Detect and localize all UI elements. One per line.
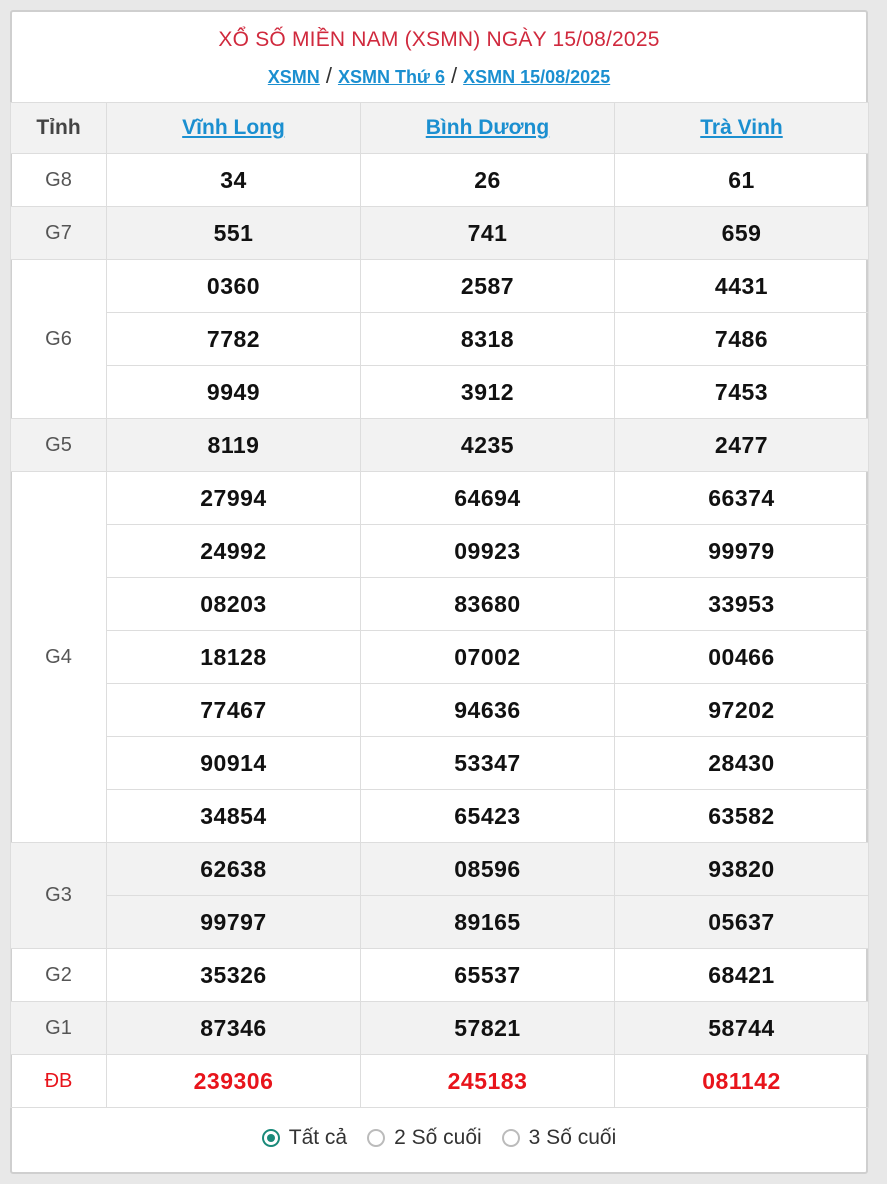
winning-number: 7486 bbox=[615, 313, 869, 366]
table-row bbox=[11, 843, 869, 896]
winning-number: 28430 bbox=[615, 737, 869, 790]
table-row bbox=[11, 154, 869, 207]
table-row bbox=[11, 949, 869, 1002]
table-row bbox=[11, 684, 869, 737]
winning-number: 08596 bbox=[361, 843, 615, 896]
winning-number: 89165 bbox=[361, 896, 615, 949]
winning-number: 64694 bbox=[361, 472, 615, 525]
filter-label: 2 Số cuối bbox=[394, 1126, 482, 1149]
winning-number: 66374 bbox=[615, 472, 869, 525]
winning-number: 239306 bbox=[107, 1055, 361, 1108]
winning-number: 94636 bbox=[361, 684, 615, 737]
winning-number: 7453 bbox=[615, 366, 869, 419]
winning-number: 659 bbox=[615, 207, 869, 260]
winning-number: 08203 bbox=[107, 578, 361, 631]
table-row bbox=[11, 1055, 869, 1108]
winning-number: 2477 bbox=[615, 419, 869, 472]
winning-number: 00466 bbox=[615, 631, 869, 684]
results-table bbox=[10, 102, 869, 1108]
table-row bbox=[11, 419, 869, 472]
prize-label: G2 bbox=[11, 949, 107, 1002]
radio-unselected-icon[interactable] bbox=[367, 1129, 385, 1147]
winning-number: 83680 bbox=[361, 578, 615, 631]
winning-number: 0360 bbox=[107, 260, 361, 313]
table-row bbox=[11, 366, 869, 419]
winning-number: 57821 bbox=[361, 1002, 615, 1055]
winning-number: 99797 bbox=[107, 896, 361, 949]
winning-number: 245183 bbox=[361, 1055, 615, 1108]
province-link-vinh-long[interactable]: Vĩnh Long bbox=[182, 116, 285, 139]
page-title: XỔ SỐ MIỀN NAM (XSMN) NGÀY 15/08/2025 bbox=[218, 28, 660, 51]
prize-label: G4 bbox=[11, 472, 107, 843]
prize-label: ĐB bbox=[11, 1055, 107, 1108]
table-row bbox=[11, 207, 869, 260]
filter-option-last-2[interactable] bbox=[367, 1126, 482, 1150]
winning-number: 34854 bbox=[107, 790, 361, 843]
winning-number: 551 bbox=[107, 207, 361, 260]
radio-selected-icon[interactable] bbox=[262, 1129, 280, 1147]
table-row bbox=[11, 472, 869, 525]
breadcrumb-xsmn[interactable]: XSMN bbox=[267, 67, 320, 87]
province-header-binh-duong bbox=[361, 103, 615, 154]
province-link-binh-duong[interactable]: Bình Dương bbox=[425, 116, 550, 139]
winning-number: 93820 bbox=[615, 843, 869, 896]
winning-number: 33953 bbox=[615, 578, 869, 631]
winning-number: 97202 bbox=[615, 684, 869, 737]
winning-number: 34 bbox=[107, 154, 361, 207]
prize-label: G6 bbox=[11, 260, 107, 419]
table-header-row bbox=[11, 103, 869, 154]
winning-number: 4235 bbox=[361, 419, 615, 472]
winning-number: 24992 bbox=[107, 525, 361, 578]
prize-label: G7 bbox=[11, 207, 107, 260]
winning-number: 58744 bbox=[615, 1002, 869, 1055]
province-header-vinh-long bbox=[107, 103, 361, 154]
breadcrumb bbox=[12, 64, 866, 89]
winning-number: 8119 bbox=[107, 419, 361, 472]
filter-option-all[interactable] bbox=[262, 1126, 347, 1150]
winning-number: 99979 bbox=[615, 525, 869, 578]
winning-number: 77467 bbox=[107, 684, 361, 737]
winning-number: 09923 bbox=[361, 525, 615, 578]
winning-number: 53347 bbox=[361, 737, 615, 790]
winning-number: 26 bbox=[361, 154, 615, 207]
table-row bbox=[11, 578, 869, 631]
results-header bbox=[12, 12, 866, 102]
table-row bbox=[11, 790, 869, 843]
prize-label: G3 bbox=[11, 843, 107, 949]
filter-label: Tất cả bbox=[288, 1126, 348, 1149]
winning-number: 87346 bbox=[107, 1002, 361, 1055]
prize-label: G1 bbox=[11, 1002, 107, 1055]
table-row bbox=[11, 896, 869, 949]
winning-number: 8318 bbox=[361, 313, 615, 366]
winning-number: 7782 bbox=[107, 313, 361, 366]
winning-number: 4431 bbox=[615, 260, 869, 313]
filter-option-last-3[interactable] bbox=[502, 1126, 617, 1150]
prize-label: G8 bbox=[11, 154, 107, 207]
table-row bbox=[11, 313, 869, 366]
breadcrumb-xsmn-thu-6[interactable]: XSMN Thứ 6 bbox=[337, 67, 445, 87]
winning-number: 07002 bbox=[361, 631, 615, 684]
winning-number: 2587 bbox=[361, 260, 615, 313]
table-row bbox=[11, 1002, 869, 1055]
winning-number: 90914 bbox=[107, 737, 361, 790]
winning-number: 61 bbox=[615, 154, 869, 207]
winning-number: 05637 bbox=[615, 896, 869, 949]
winning-number: 741 bbox=[361, 207, 615, 260]
breadcrumb-xsmn-date[interactable]: XSMN 15/08/2025 bbox=[463, 67, 611, 87]
winning-number: 3912 bbox=[361, 366, 615, 419]
filter-label: 3 Số cuối bbox=[528, 1126, 617, 1149]
digit-filter bbox=[12, 1108, 866, 1168]
winning-number: 27994 bbox=[107, 472, 361, 525]
winning-number: 35326 bbox=[107, 949, 361, 1002]
winning-number: 65423 bbox=[361, 790, 615, 843]
winning-number: 18128 bbox=[107, 631, 361, 684]
table-row bbox=[11, 737, 869, 790]
winning-number: 63582 bbox=[615, 790, 869, 843]
province-link-tra-vinh[interactable]: Trà Vinh bbox=[700, 116, 783, 139]
winning-number: 081142 bbox=[615, 1055, 869, 1108]
table-row bbox=[11, 525, 869, 578]
winning-number: 65537 bbox=[361, 949, 615, 1002]
table-row bbox=[11, 260, 869, 313]
results-card bbox=[10, 10, 868, 1174]
province-column-header: Tỉnh bbox=[11, 103, 107, 154]
table-row bbox=[11, 631, 869, 684]
winning-number: 9949 bbox=[107, 366, 361, 419]
prize-label: G5 bbox=[11, 419, 107, 472]
radio-unselected-icon[interactable] bbox=[502, 1129, 520, 1147]
winning-number: 62638 bbox=[107, 843, 361, 896]
results-body bbox=[11, 154, 869, 1108]
winning-number: 68421 bbox=[615, 949, 869, 1002]
breadcrumb-separator: / bbox=[450, 63, 458, 88]
province-header-tra-vinh bbox=[615, 103, 869, 154]
breadcrumb-separator: / bbox=[325, 63, 332, 88]
